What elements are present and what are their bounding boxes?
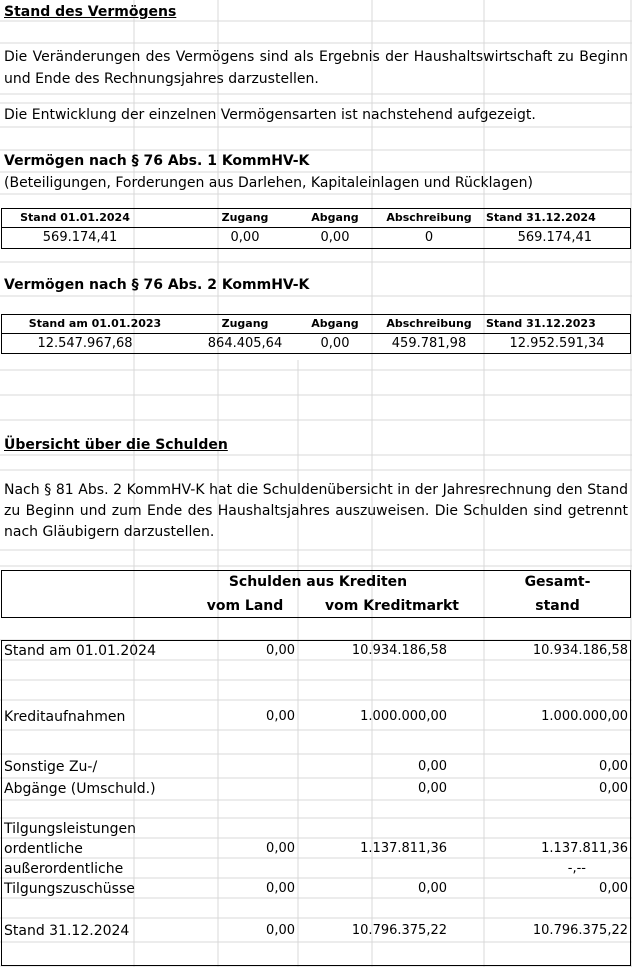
section1-value-end: 569.174,41 (517, 230, 592, 245)
section2-value-end: 12.952.591,34 (509, 336, 605, 351)
row-repayments-heading: Tilgungsleistungen (4, 821, 137, 837)
section1-header-zugang: Zugang (221, 211, 269, 224)
section2-header-start: Stand am 01.01.2023 (28, 317, 162, 330)
row-ordinary-market: 1.137.811,36 (360, 841, 447, 856)
section1-header-start: Stand 01.01.2024 (20, 211, 130, 224)
section1-value-zugang: 0,00 (230, 230, 260, 245)
section2-header-zugang: Zugang (221, 317, 269, 330)
debts-header-market: vom Kreditmarkt (325, 598, 459, 614)
row-ordinary-land: 0,00 (266, 841, 295, 856)
section2-title: Vermögen nach § 76 Abs. 2 KommHV-K (4, 277, 310, 293)
assets-development-paragraph: Die Entwicklung der einzelnen Vermögensarten ist nachstehend aufgezeigt. (4, 107, 536, 123)
row-start-total: 10.934.186,58 (532, 643, 628, 658)
assets-intro-paragraph: Die Veränderungen des Vermögens sind als Ergebnis der Haushaltswirtschaft zu Beginn und Ende des Rechnungsjahres darzustellen. (4, 49, 628, 87)
section2-value-abgang: 0,00 (320, 336, 350, 351)
section2-value-abschreibung: 459.781,98 (391, 336, 467, 351)
row-loans-market: 1.000.000,00 (360, 709, 447, 724)
section1-header-abschreibung: Abschreibung (386, 211, 472, 224)
row-other2-total: 0,00 (599, 781, 628, 796)
debts-header-group: Schulden aus Krediten (228, 574, 408, 590)
row-ordinary-label: ordentliche (4, 841, 83, 857)
section1-table-divider (1, 227, 631, 228)
section2-header-end: Stand 31.12.2023 (486, 317, 596, 330)
debts-heading: Übersicht über die Schulden (4, 437, 228, 453)
section1-title: Vermögen nach § 76 Abs. 1 KommHV-K (4, 153, 310, 169)
section2-header-abschreibung: Abschreibung (386, 317, 472, 330)
section2-table-divider (1, 333, 631, 334)
row-start-market: 10.934.186,58 (351, 643, 447, 658)
row-start-land: 0,00 (266, 643, 295, 658)
row-extraordinary-label: außerordentliche (4, 861, 124, 877)
row-other2-label: Abgänge (Umschuld.) (4, 781, 156, 797)
row-other2-market: 0,00 (418, 781, 447, 796)
row-grants-label: Tilgungszuschüsse (4, 881, 135, 897)
row-ordinary-total: 1.137.811,36 (541, 841, 628, 856)
row-other1-total: 0,00 (599, 759, 628, 774)
debts-table-body (1, 640, 631, 966)
row-loans-label: Kreditaufnahmen (4, 709, 126, 725)
row-grants-market: 0,00 (418, 881, 447, 896)
section1-value-start: 569.174,41 (42, 230, 118, 245)
section1-value-abgang: 0,00 (320, 230, 350, 245)
row-loans-total: 1.000.000,00 (541, 709, 628, 724)
debts-header-total-1: Gesamt- (524, 574, 591, 590)
row-grants-total: 0,00 (599, 881, 628, 896)
section2-header-abgang: Abgang (311, 317, 359, 330)
debts-intro-paragraph: Nach § 81 Abs. 2 KommHV-K hat die Schuldenübersicht in der Jahresrechnung den Stand zu Beginn und zum Ende des Haushaltsjahres auszuweisen. Die Schulden sind getrennt nach Gläubigern darzustellen. (4, 482, 628, 540)
row-end-total: 10.796.375,22 (532, 923, 628, 938)
assets-heading: Stand des Vermögens (4, 4, 177, 20)
debts-header-total-2: stand (535, 598, 580, 614)
row-start-label: Stand am 01.01.2024 (4, 643, 156, 659)
row-loans-land: 0,00 (266, 709, 295, 724)
row-end-label: Stand 31.12.2024 (4, 923, 130, 939)
row-end-market: 10.796.375,22 (351, 923, 447, 938)
section1-subtitle: (Beteiligungen, Forderungen aus Darlehen, Kapitaleinlagen und Rücklagen) (4, 175, 533, 191)
section1-header-end: Stand 31.12.2024 (486, 211, 596, 224)
debts-header-land: vom Land (206, 598, 284, 614)
row-extraordinary-total: -,-- (567, 861, 586, 876)
row-grants-land: 0,00 (266, 881, 295, 896)
section2-value-zugang: 864.405,64 (207, 336, 283, 351)
section2-value-start: 12.547.967,68 (37, 336, 133, 351)
section1-value-abschreibung: 0 (424, 230, 434, 245)
row-other1-label: Sonstige Zu-/ (4, 759, 98, 775)
row-end-land: 0,00 (266, 923, 295, 938)
section1-header-abgang: Abgang (311, 211, 359, 224)
row-other1-market: 0,00 (418, 759, 447, 774)
